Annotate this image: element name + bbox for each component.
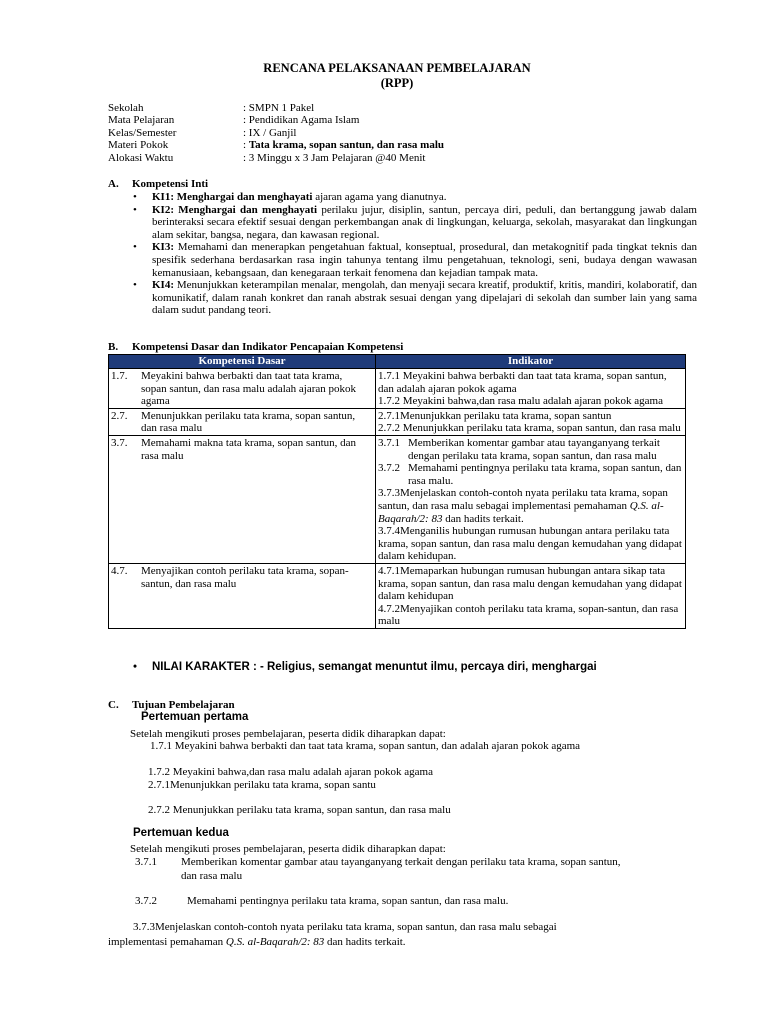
list-item [133, 204, 697, 242]
section-letter: C. [108, 699, 119, 711]
table-header-row [109, 355, 686, 369]
pertemuan-pertama-heading: Pertemuan pertama [141, 711, 249, 723]
indicator-cell [376, 435, 686, 563]
objective-text [108, 936, 406, 949]
table-row [109, 369, 686, 409]
objective-number: 3.7.2 [135, 895, 157, 907]
ki-label: KI1: Menghargai dan menghayati [152, 191, 313, 203]
section-c-heading [108, 699, 235, 712]
objective-item: 2.7.1Menunjukkan perilaku tata krama, sopan santu [148, 779, 376, 791]
kd-number: 3.7. [111, 436, 128, 449]
objective-text-part: implementasi pemahaman [108, 936, 226, 948]
info-key: Sekolah [108, 102, 144, 114]
intro-text: Setelah mengikuti proses pembelajaran, peserta didik diharapkan dapat: [130, 843, 446, 855]
info-key: Mata Pelajaran [108, 114, 175, 127]
ki-label: KI3: [152, 241, 174, 254]
objective-number: 3.7.1 [135, 856, 157, 868]
kd-text: Menunjukkan perilaku tata krama, sopan santun, dan rasa malu [141, 409, 356, 435]
table-row [109, 435, 686, 563]
section-a-heading [108, 178, 208, 191]
info-value [243, 139, 444, 151]
pertemuan-kedua-heading: Pertemuan kedua [133, 827, 229, 839]
bullet-icon: • [133, 661, 138, 673]
info-key: Alokasi Waktu [108, 151, 174, 164]
list-item [133, 241, 697, 279]
indicator-cell [376, 408, 686, 435]
title-line-1: RENCANA PELAKSANAAN PEMBELAJARAN [263, 61, 531, 75]
info-value: : IX / Ganjil [243, 126, 297, 139]
table-row [109, 408, 686, 435]
kd-cell [109, 435, 376, 563]
list-item [133, 191, 697, 204]
info-value-bold: Tata krama, sopan santun, dan rasa malu [248, 139, 445, 152]
indicator-item [378, 462, 683, 487]
title-line-2: (RPP) [380, 76, 414, 90]
objective-text: dan rasa malu [181, 870, 243, 882]
column-header: Kompetensi Dasar [109, 355, 376, 369]
list-item [133, 279, 697, 317]
objective-text: Memberikan komentar gambar atau tayanganyang terkait dengan perilaku tata krama, sopan santun, [181, 856, 621, 868]
info-value: : SMPN 1 Pakel [243, 102, 315, 114]
indicator-item [378, 437, 683, 462]
indicator-item: 4.7.2Menyajikan contoh perilaku tata krama, sopan-santun, dan rasa malu [378, 602, 679, 628]
info-row [108, 114, 444, 126]
kd-number: 2.7. [111, 409, 128, 422]
info-key: Kelas/Semester [108, 126, 177, 139]
section-title: Tujuan Pembelajaran [132, 699, 235, 711]
indicator-item [378, 487, 683, 525]
info-row [108, 139, 444, 151]
nilai-karakter [133, 661, 597, 674]
ki-label: KI4: [152, 279, 174, 292]
indicator-item: 3.7.4Menganilis hubungan rumusan hubungan antara perilaku tata krama, sopan santun, dan rasa malu dengan kemudahan yang didapat dalam kehidupan. [378, 525, 682, 563]
objective-item: 2.7.2 Menunjukkan perilaku tata krama, sopan santun, dan rasa malu [148, 804, 451, 816]
section-b-heading [108, 341, 403, 354]
indicator-item: 2.7.1Menunjukkan perilaku tata krama, sopan santun [378, 409, 612, 422]
kompetensi-inti-list [133, 191, 697, 317]
info-row [108, 102, 444, 114]
indicator-cell [376, 369, 686, 409]
info-value: : Pendidikan Agama Islam [243, 114, 360, 127]
ki-text: Menunjukkan keterampilan menalar, mengolah, dan menyaji secara kreatif, produktif, kritis, mandiri, kolaboratif, dan komunikatif, dalam ranah konkret dan ranah abstrak sesuai dengan yang dipelajari di sekolah dan sumber lain yang sama dalam sudut pandang teori. [152, 279, 697, 317]
indicator-text: 3.7.3Menjelaskan contoh-contoh nyata perilaku tata krama, sopan santun, dan rasa malu sebagai implementasi pemahaman [378, 487, 668, 512]
indicator-item: 1.7.1 Meyakini bahwa berbakti dan taat tata krama, sopan santun, dan adalah ajaran pokok agama [378, 370, 667, 395]
ki-text: perilaku jujur, disiplin, santun, percaya diri, peduli, dan bertanggung jawab dalam berinteraksi secara efektif sesuai dengan perkembangan anak di lingkungan, keluarga, sekolah, masyarakat dan lingkungan alam sekitar, bangsa, negara, dan kawasan regional. [152, 203, 697, 241]
quran-reference: Q.S. al-Baqarah/2: 83 [225, 936, 325, 948]
indicator-number: 3.7.1 [378, 436, 400, 449]
quran-reference: Q.S. al-Baqarah/2: 83 [378, 499, 664, 525]
nilai-label: NILAI KARAKTER : - Religius [152, 661, 312, 673]
info-colon: : [243, 139, 249, 152]
indicator-text: Memahami pentingnya perilaku tata krama, sopan santun, dan rasa malu. [408, 462, 682, 487]
kd-text: Memahami makna tata krama, sopan santun, dan rasa malu [141, 436, 357, 462]
info-row [108, 127, 444, 139]
objective-text: 3.7.3Menjelaskan contoh-contoh nyata perilaku tata krama, sopan santun, dan rasa malu sebagai [133, 921, 557, 933]
indicator-number: 3.7.2 [378, 462, 400, 475]
kd-cell [109, 563, 376, 628]
objective-item: 1.7.1 Meyakini bahwa berbakti dan taat tata krama, sopan santun, dan adalah ajaran pokok agama [150, 740, 581, 752]
info-row [108, 152, 444, 164]
kd-text: Meyakini bahwa berbakti dan taat tata krama, sopan santun, dan rasa malu adalah ajaran pokok agama [141, 370, 357, 408]
objective-text: Memahami pentingnya perilaku tata krama, sopan santun, dan rasa malu. [187, 895, 509, 907]
info-key: Materi Pokok [108, 139, 169, 152]
section-letter: B. [108, 341, 119, 353]
document-title [108, 61, 686, 91]
kd-number: 4.7. [111, 564, 128, 577]
indicator-cell [376, 563, 686, 628]
ki-label: KI2: Menghargai dan menghayati [152, 203, 318, 216]
objective-item: 1.7.2 Meyakini bahwa,dan rasa malu adalah ajaran pokok agama [148, 766, 433, 778]
intro-text: Setelah mengikuti proses pembelajaran, peserta didik diharapkan dapat: [130, 728, 446, 740]
ki-text: Memahami dan menerapkan pengetahuan faktual, konseptual, prosedural, dan metakognitif pada tingkat teknis dan spesifik sederhana berdasarkan rasa ingin tahunya tentang ilmu pengetahuan, teknologi, seni, budaya dengan wawasan kemanusiaan, kebangsaan, dan kenegaraan terkait fenomena dan kejadian tampak mata. [152, 241, 697, 279]
section-letter: A. [108, 178, 119, 190]
kd-cell [109, 369, 376, 409]
indicator-text: dan hadits terkait. [442, 512, 524, 525]
column-header: Indikator [376, 355, 686, 369]
kd-cell [109, 408, 376, 435]
info-value: : 3 Minggu x 3 Jam Pelajaran @40 Menit [243, 151, 426, 164]
nilai-text: , semangat menuntut ilmu, percaya diri, menghargai [311, 661, 597, 673]
kd-text: Menyajikan contoh perilaku tata krama, sopan-santun, dan rasa malu [141, 564, 349, 590]
kd-indicator-table [108, 354, 686, 629]
section-title: Kompetensi Inti [132, 178, 209, 190]
indicator-item: 1.7.2 Meyakini bahwa,dan rasa malu adalah ajaran pokok agama [378, 395, 663, 408]
indicator-item: 4.7.1Memaparkan hubungan rumusan hubungan antara sikap tata krama, sopan santun, dan rasa malu dengan kemudahan yang didapat dalam kehidupan [378, 564, 682, 603]
section-title: Kompetensi Dasar dan Indikator Pencapaian Kompetensi [132, 341, 404, 353]
ki-text: ajaran agama yang dianutnya. [312, 191, 447, 203]
objective-text-part: dan hadits terkait. [324, 936, 406, 948]
indicator-item: 2.7.2 Menunjukkan perilaku tata krama, sopan santun, dan rasa malu [378, 422, 681, 435]
table-row [109, 563, 686, 628]
indicator-text: Memberikan komentar gambar atau tayanganyang terkait dengan perilaku tata krama, sopan santun, dan rasa malu [408, 436, 660, 462]
kd-number: 1.7. [111, 370, 128, 382]
identity-table [108, 102, 444, 164]
